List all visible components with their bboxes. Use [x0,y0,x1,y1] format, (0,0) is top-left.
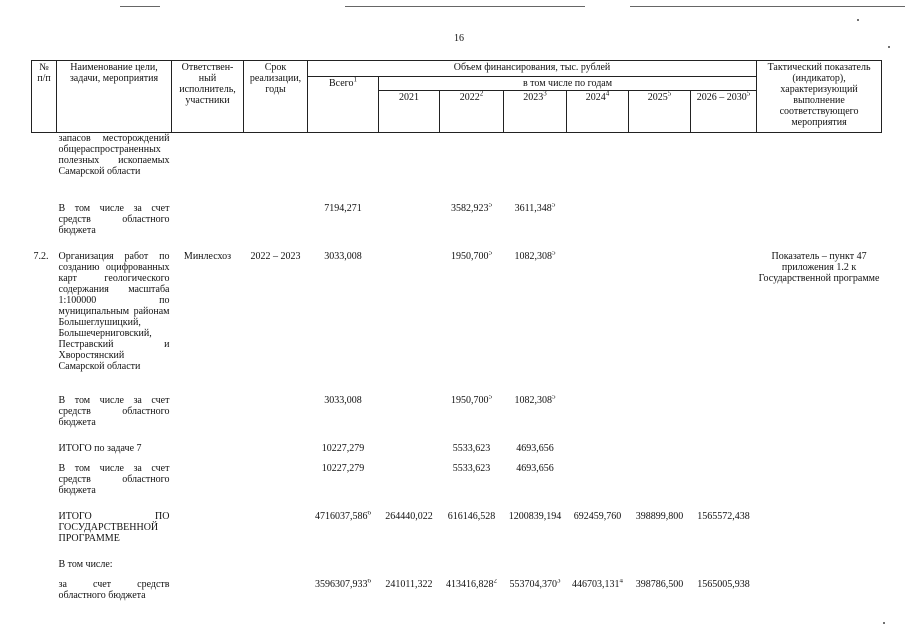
row-2021 [379,133,440,203]
row-indicator: Показатель – пункт 47 приложения 1.2 к Государственной программе [758,250,880,284]
header-year-label: 2022 [459,92,480,103]
row-2025: 398899,800 [635,510,684,522]
header-total-label: Всего [328,78,354,89]
row-2024 [567,395,629,443]
row-2025: 398786,500 [635,578,684,590]
row-2023-value: 1082,308 [514,394,552,406]
row-term [244,511,308,559]
row-responsible [172,395,244,443]
row-2025 [629,251,691,395]
row-2022-value: 413416,828 [446,578,494,590]
row-indicator [757,579,882,609]
row-term [244,133,308,203]
row-2024-value: 446703,131 [572,578,620,590]
row-name: за счет средств областного бюджета [58,578,170,601]
row-2026-2030 [691,395,757,443]
row-num [32,579,57,609]
row-total-sup: 6 [367,578,371,585]
row-name: запасов месторождений общераспространенных полезных ископаемых Самарской области [58,133,170,177]
row-2023-sup: 5 [552,250,556,257]
row-name: Организация работ по созданию оцифрованных карт геологического содержания масштаба 1:100000 по муниципальным районам Большеглушицкий, Большечерниговский, Пестравский и Хворостянский Самарской области [58,250,170,372]
row-2022 [440,133,504,203]
row-2023-value: 553704,370 [509,578,557,590]
header-responsible: Ответствен-ный исполнитель, участники [172,61,244,133]
table-row [32,443,882,463]
row-indicator [757,463,882,511]
row-2025 [629,443,691,463]
row-total [308,203,379,251]
row-num [32,559,57,579]
header-name: Наименование цели, задачи, мероприятия [57,61,172,133]
scan-speck [857,19,859,21]
row-2023-sup: 5 [551,202,556,209]
row-total [308,559,379,579]
row-total [308,463,379,511]
row-total-value: 10227,279 [321,462,365,474]
row-2022 [440,579,504,609]
header-by-years: в том числе по годам [379,77,757,91]
row-2026-2030 [691,203,757,251]
row-2024-value: 692459,760 [573,510,622,522]
header-year [504,91,567,133]
row-2023 [504,133,567,203]
row-2023-value: 1082,308 [514,250,552,262]
row-2025 [629,133,691,203]
row-2023 [504,511,567,559]
header-total-sup: 1 [353,76,358,84]
table-row [32,395,882,443]
row-2023 [504,559,567,579]
top-rule-mid [345,6,585,7]
row-2022 [440,511,504,559]
row-name: В том числе: [58,558,113,570]
scan-speck [888,46,890,48]
row-name: В том числе за счет средств областного бюджета [58,462,170,496]
header-year-sup: 2 [479,90,484,98]
row-2022-value: 1950,700 [451,250,489,262]
row-term [244,579,308,609]
row-2023 [504,203,567,251]
row-2024 [567,133,629,203]
row-total [308,395,379,443]
row-2026-2030: 1565572,438 [697,510,750,522]
row-total-sup: 6 [367,510,371,517]
row-indicator [757,203,882,251]
row-2023 [504,463,567,511]
row-2026-2030 [691,443,757,463]
row-2023-sup: 3 [557,578,561,585]
table-row [32,203,882,251]
top-rule-left [120,6,160,7]
row-2022 [440,559,504,579]
row-2021: 241011,322 [385,578,433,590]
row-total [308,579,379,609]
row-2023-sup: 5 [552,394,556,401]
row-2024 [567,203,629,251]
table-row [32,579,882,609]
row-2022-value: 616146,528 [447,510,496,522]
row-responsible [172,579,244,609]
funding-table [31,60,882,609]
row-2022 [440,251,504,395]
row-2022-value: 3582,923 [451,202,489,214]
row-indicator [757,559,882,579]
header-year [629,91,691,133]
row-2023-value: 4693,656 [516,442,554,454]
row-2022-sup: 5 [488,202,492,209]
row-responsible [172,203,244,251]
header-year-label: 2025 [647,92,668,103]
row-2023 [504,443,567,463]
row-2021 [379,559,440,579]
header-year-label: 2026 – 2030 [696,92,747,103]
header-year-label: 2021 [399,92,419,103]
row-name: ИТОГО по задаче 7 [58,442,142,454]
row-2022-sup: 2 [493,578,497,585]
row-total-value: 7194,271 [324,202,362,214]
header-funding: Объем финансирования, тыс. рублей [308,61,757,77]
row-total-value: 3033,008 [324,394,362,406]
row-2024 [567,511,629,559]
row-2021 [379,251,440,395]
row-2022-value: 1950,700 [451,394,489,406]
row-2023 [504,395,567,443]
row-2022-value: 5533,623 [452,442,491,454]
row-responsible [172,511,244,559]
row-2025 [629,463,691,511]
row-num [32,395,57,443]
row-2024 [567,443,629,463]
row-term [244,443,308,463]
header-total [308,77,379,133]
row-responsible [172,559,244,579]
page-number: 16 [454,33,464,44]
row-2022 [440,395,504,443]
row-num [32,511,57,559]
row-indicator [757,395,882,443]
row-2025 [629,395,691,443]
row-2022-sup: 5 [488,394,492,401]
row-2023-value: 3611,348 [514,202,552,214]
row-total-value: 4716037,586 [315,510,368,522]
row-2026-2030 [691,133,757,203]
table-row [32,251,882,395]
row-indicator [757,443,882,463]
header-term: Срок реализации, годы [244,61,308,133]
header-year-label: 2023 [523,92,544,103]
row-2022-value: 5533,623 [452,462,491,474]
row-2022 [440,203,504,251]
row-name: В том числе за счет средств областного бюджета [58,202,170,236]
row-2025 [629,203,691,251]
row-2021 [379,395,440,443]
row-total [308,511,379,559]
row-num: 7.2. [33,250,49,262]
row-2021 [379,203,440,251]
row-num [32,133,57,203]
scan-speck [883,622,885,624]
header-year [691,91,757,133]
header-year [567,91,629,133]
header-year-sup: 5 [746,90,751,98]
row-2021 [379,443,440,463]
row-total [308,251,379,395]
header-indicator: Тактический показатель (индикатор), характеризующий выполнение соответствующего мероприятия [757,61,882,133]
row-indicator [757,511,882,559]
row-total [308,443,379,463]
row-total-value: 3033,008 [324,250,362,262]
row-term: 2022 – 2023 [250,250,301,262]
table-row [32,133,882,203]
table-row [32,559,882,579]
row-total-value: 10227,279 [321,442,365,454]
row-2023 [504,579,567,609]
top-rule-right [630,6,905,7]
row-responsible [172,133,244,203]
row-2024 [567,463,629,511]
row-2023-value: 1200839,194 [508,510,562,522]
header-num: № п/п [32,61,57,133]
row-2022-sup: 5 [488,250,492,257]
row-2024 [567,559,629,579]
row-2026-2030 [691,463,757,511]
row-term [244,203,308,251]
row-2024 [567,579,629,609]
row-term [244,395,308,443]
row-2021 [379,463,440,511]
row-responsible: Минлесхоз [183,250,232,262]
row-2021: 264440,022 [385,510,433,522]
table-row [32,511,882,559]
row-2024-sup: 4 [619,578,623,585]
row-2026-2030: 1565005,938 [697,578,750,590]
row-responsible [172,463,244,511]
header-year-sup: 4 [605,90,610,98]
row-2022 [440,443,504,463]
row-name: ИТОГО ПО ГОСУДАРСТВЕННОЙ ПРОГРАММЕ [58,510,170,544]
header-year-sup: 5 [667,90,672,98]
row-total [308,133,379,203]
header-year-label: 2024 [585,92,606,103]
row-2026-2030 [691,251,757,395]
header-year [379,91,440,133]
row-indicator [757,133,882,203]
row-term [244,559,308,579]
row-num [32,203,57,251]
row-2022 [440,463,504,511]
row-responsible [172,443,244,463]
row-2026-2030 [691,559,757,579]
row-term [244,463,308,511]
row-num [32,463,57,511]
header-year-sup: 3 [543,90,547,98]
table-row [32,463,882,511]
row-num [32,443,57,463]
row-2025 [629,559,691,579]
row-2023 [504,251,567,395]
header-year [440,91,504,133]
row-2024 [567,251,629,395]
row-name: В том числе за счет средств областного бюджета [58,394,170,428]
row-total-value: 3596307,933 [315,578,368,590]
row-2023-value: 4693,656 [516,462,554,474]
